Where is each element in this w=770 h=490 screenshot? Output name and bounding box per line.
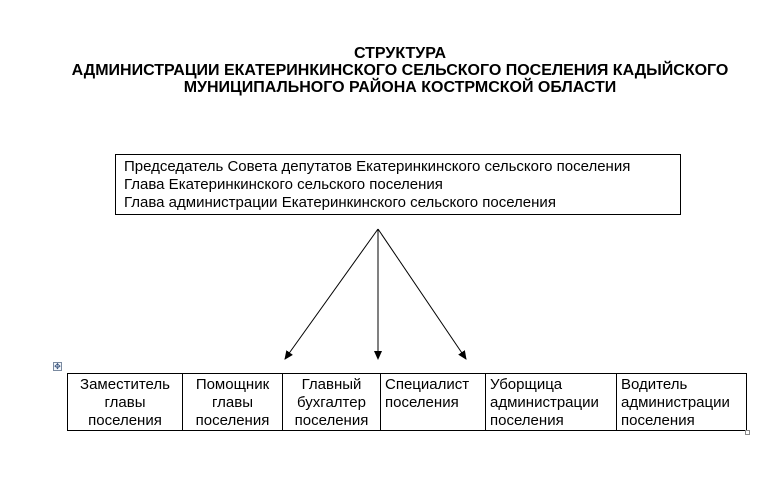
- staff-text: Уборщица: [490, 376, 563, 393]
- staff-text: поселения: [294, 412, 369, 429]
- staff-cell-assistant: [183, 374, 283, 431]
- staff-text: Помощник: [195, 376, 270, 393]
- staff-cell-driver: [617, 374, 747, 431]
- staff-table: [67, 373, 747, 431]
- head-line-settlement-head: Глава Екатеринкинского сельского поселения: [124, 176, 443, 193]
- staff-text: Заместитель: [80, 376, 170, 393]
- staff-text: администрации: [621, 394, 730, 411]
- head-line-chairman: Председатель Совета депутатов Екатеринкинского сельского поселения: [124, 158, 631, 175]
- staff-text: поселения: [195, 412, 270, 429]
- head-line-administration-head: Глава администрации Екатеринкинского сельского поселения: [124, 194, 556, 211]
- staff-cell-deputy: [68, 374, 183, 431]
- arrow-to-left: [285, 229, 378, 359]
- title-line-1: СТРУКТУРА: [353, 45, 447, 62]
- staff-text: поселения: [88, 412, 162, 429]
- title-line-3: МУНИЦИПАЛЬНОГО РАЙОНА КОСТРМСКОЙ ОБЛАСТИ: [183, 79, 617, 96]
- arrow-to-right: [378, 229, 466, 359]
- table-move-icon[interactable]: ✥: [54, 362, 61, 371]
- staff-text: поселения: [385, 394, 459, 411]
- staff-text: администрации: [490, 394, 599, 411]
- staff-cell-specialist: [381, 374, 486, 431]
- staff-text: поселения: [621, 412, 695, 429]
- staff-cell-cleaner: [486, 374, 617, 431]
- title-line-2: АДМИНИСТРАЦИИ ЕКАТЕРИНКИНСКОГО СЕЛЬСКОГО ПОСЕЛЕНИЯ КАДЫЙСКОГО: [71, 62, 729, 79]
- staff-text: Специалист: [385, 376, 470, 393]
- staff-text: Главный: [301, 376, 362, 393]
- staff-row: [68, 374, 747, 431]
- staff-cell-accountant: [283, 374, 381, 431]
- staff-text: главы: [212, 394, 253, 411]
- staff-text: Водитель: [621, 376, 688, 393]
- staff-text: главы: [104, 394, 146, 411]
- table-resize-icon[interactable]: [745, 430, 750, 435]
- staff-text: поселения: [490, 412, 564, 429]
- staff-text: бухгалтер: [297, 394, 366, 411]
